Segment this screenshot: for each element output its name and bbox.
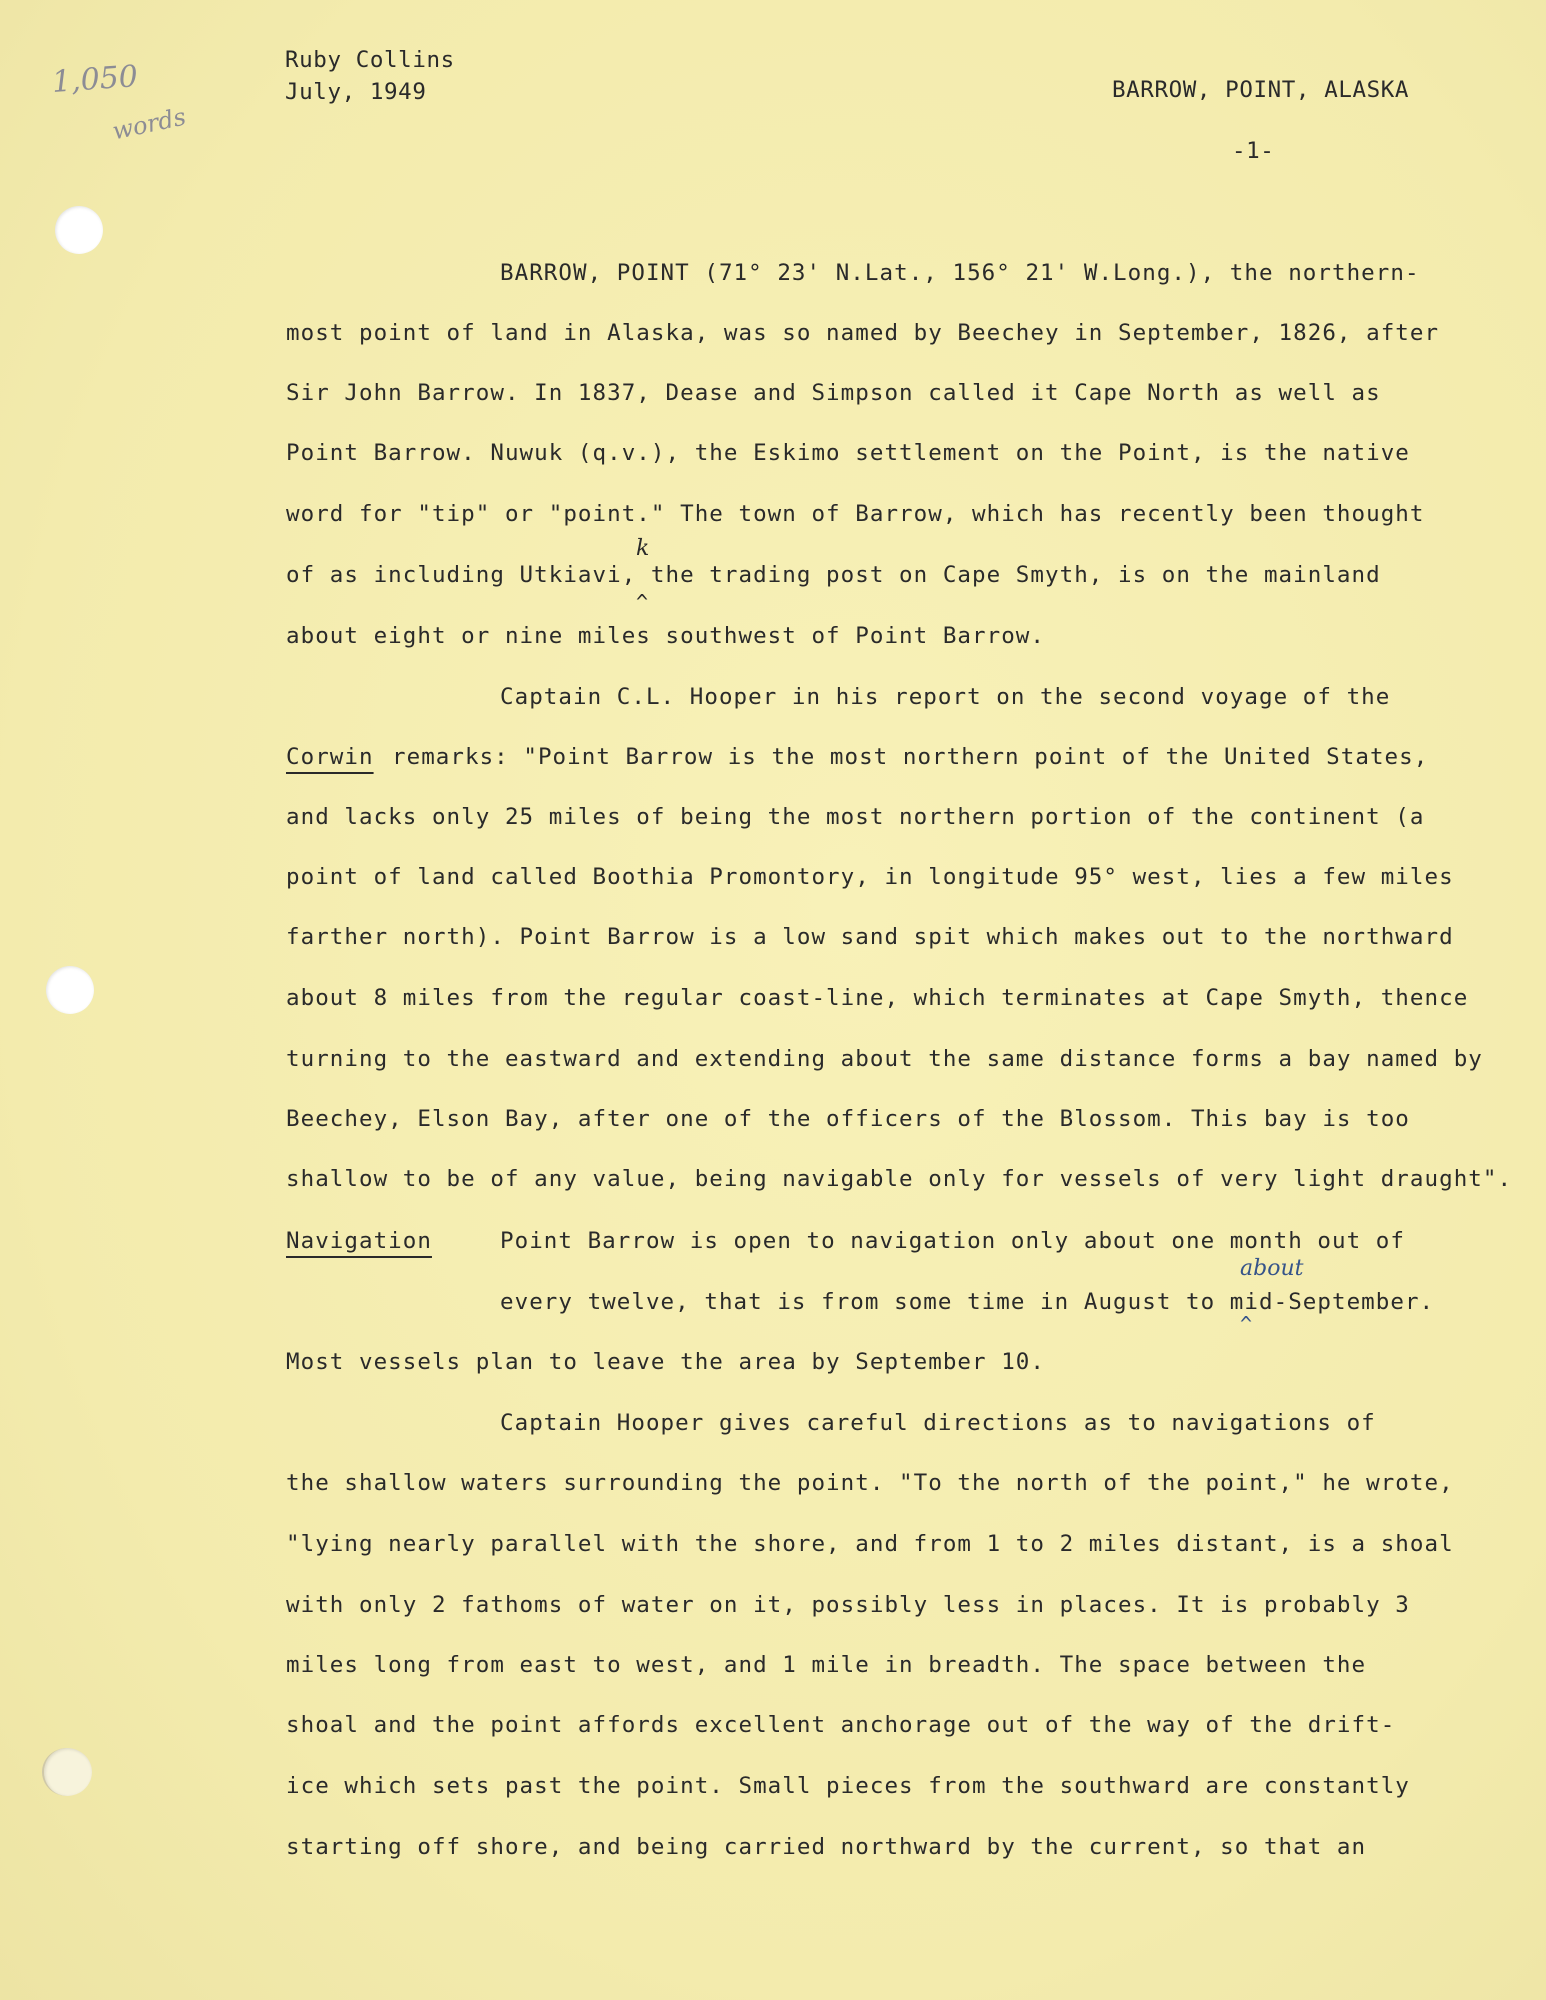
ship-name-corwin: Corwin [286, 744, 374, 770]
margin-head-navigation: Navigation [286, 1228, 432, 1254]
handwritten-insert-k: k [636, 536, 650, 561]
body-line: Point Barrow is open to navigation only about one month out of [500, 1228, 1405, 1254]
body-line: Point Barrow. Nuwuk (q.v.), the Eskimo settlement on the Point, is the native [286, 440, 1410, 466]
body-line: BARROW, POINT (71° 23' N.Lat., 156° 21' W.Long.), the northern- [500, 260, 1420, 286]
body-line: about 8 miles from the regular coast-line, which terminates at Cape Smyth, thence [286, 985, 1469, 1011]
body-line: farther north). Point Barrow is a low sand spit which makes out to the northward [286, 924, 1454, 950]
body-line: and lacks only 25 miles of being the most northern portion of the continent (a [286, 804, 1425, 830]
body-line: ice which sets past the point. Small pieces from the southward are constantly [286, 1773, 1410, 1799]
body-line: Sir John Barrow. In 1837, Dease and Simpson called it Cape North as well as [286, 380, 1381, 406]
body-line: starting off shore, and being carried northward by the current, so that an [286, 1834, 1367, 1860]
body-line: the shallow waters surrounding the point. "To the north of the point," he wrote, [286, 1470, 1454, 1496]
body-line: about eight or nine miles southwest of Point Barrow. [286, 623, 1045, 649]
body-line: turning to the eastward and extending about the same distance forms a bay named by [286, 1046, 1483, 1072]
binder-hole-top [55, 206, 103, 254]
document-date: July, 1949 [285, 79, 427, 105]
body-line: Captain C.L. Hooper in his report on the second voyage of the [500, 684, 1391, 710]
author-name: Ruby Collins [285, 47, 455, 73]
body-line: with only 2 fathoms of water on it, possibly less in places. It is probably 3 [286, 1592, 1410, 1618]
body-line: remarks: "Point Barrow is the most northern point of the United States, [392, 744, 1429, 770]
body-line: most point of land in Alaska, was so named by Beechey in September, 1826, after [286, 320, 1440, 346]
body-line: miles long from east to west, and 1 mile in breadth. The space between the [286, 1652, 1367, 1678]
body-line: word for "tip" or "point." The town of Barrow, which has recently been thought [286, 501, 1425, 527]
body-line: point of land called Boothia Promontory, in longitude 95° west, lies a few miles [286, 864, 1454, 890]
body-line: shallow to be of any value, being navigable only for vessels of very light draught". [286, 1166, 1513, 1192]
page-number: -1- [1232, 138, 1275, 164]
binder-hole-middle [46, 966, 94, 1014]
body-line: of as including Utkiavi, the trading post on Cape Smyth, is on the mainland [286, 562, 1381, 588]
body-line: Beechey, Elson Bay, after one of the officers of the Blossom. This bay is too [286, 1106, 1410, 1132]
insert-caret: ^ [1240, 1312, 1253, 1336]
word-count-note: 1,050 [50, 59, 140, 100]
body-line: "lying nearly parallel with the shore, and from 1 to 2 miles distant, is a shoal [286, 1531, 1454, 1557]
body-line: every twelve, that is from some time in August to mid-September. [500, 1289, 1435, 1315]
insert-caret: ^ [636, 590, 649, 614]
handwritten-insert-about: about [1240, 1256, 1304, 1281]
body-line: shoal and the point affords excellent anchorage out of the way of the drift- [286, 1712, 1396, 1738]
body-line: Captain Hooper gives careful directions as to navigations of [500, 1410, 1376, 1436]
binder-hole-bottom [42, 1748, 92, 1796]
entry-title: BARROW, POINT, ALASKA [1112, 77, 1410, 103]
body-line: Most vessels plan to leave the area by September 10. [286, 1349, 1045, 1375]
word-count-unit-note: words [109, 102, 189, 146]
